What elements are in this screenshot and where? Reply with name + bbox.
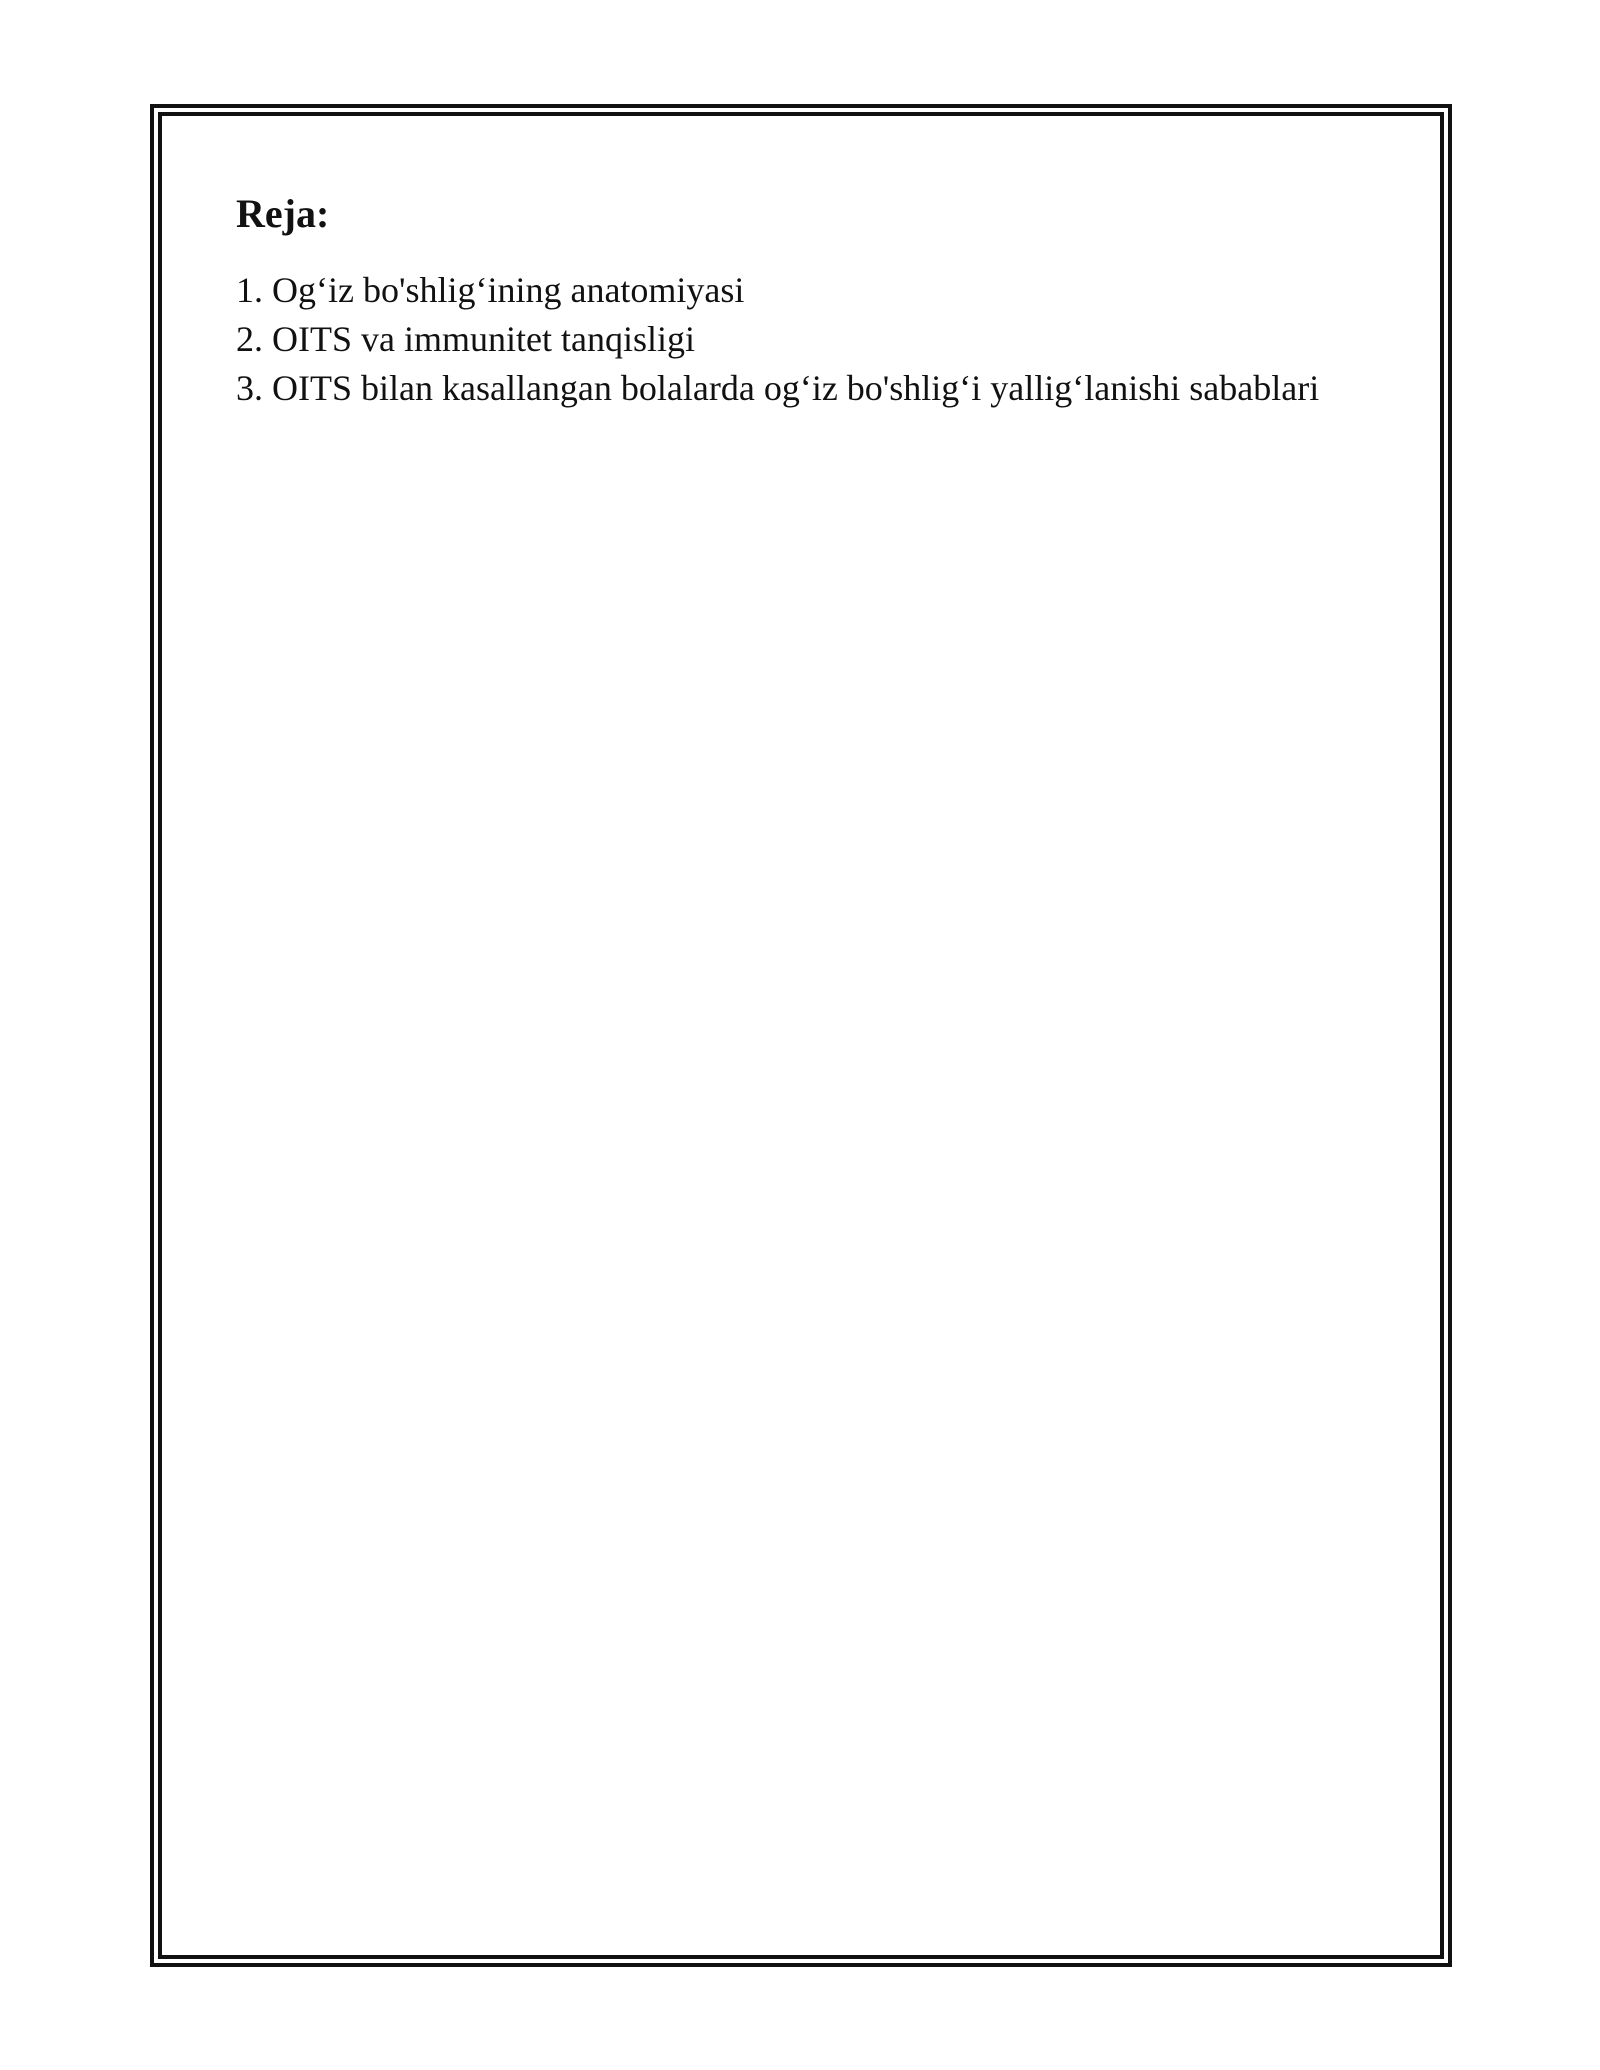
- page-content: [236, 188, 1386, 413]
- plan-item-3: 3. OITS bilan kasallangan bolalarda og‘iz bo'shlig‘i yallig‘lanishi sabablari: [236, 368, 1320, 408]
- plan-item-2: 2. OITS va immunitet tanqisligi: [236, 319, 695, 359]
- plan-heading: Reja:: [236, 191, 330, 236]
- plan-item-1: 1. Og‘iz bo'shlig‘ining anatomiyasi: [236, 270, 745, 310]
- plan-list: [236, 266, 1386, 413]
